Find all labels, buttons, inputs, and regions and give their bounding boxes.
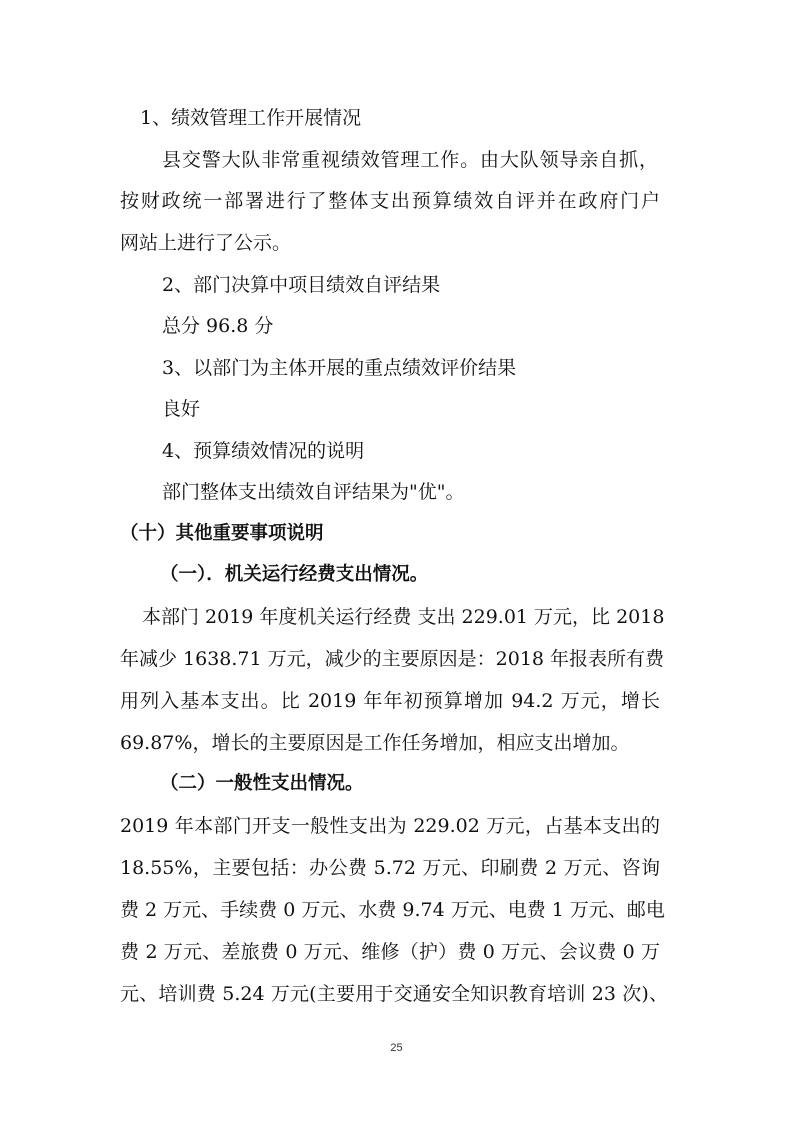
general-expense-line-2: 18.55%，主要包括：办公费 5.72 万元、印刷费 2 万元、咨询 xyxy=(120,857,660,879)
section1-paragraph-line-1: 县交警大队非常重视绩效管理工作。由大队领导亲自抓， xyxy=(162,149,658,171)
machine-operation-line-4: 69.87%，增长的主要原因是工作任务增加，相应支出增加。 xyxy=(120,732,630,754)
section1-paragraph-line-2: 按财政统一部署进行了整体支出预算绩效自评并在政府门户 xyxy=(120,190,660,212)
section4-value: 部门整体支出绩效自评结果为"优"。 xyxy=(162,481,465,503)
general-expense-line-1: 2019 年本部门开支一般性支出为 229.02 万元，占基本支出的 xyxy=(120,815,660,837)
machine-operation-line-3: 用列入基本支出。比 2019 年年初预算增加 94.2 万元，增长 xyxy=(120,690,660,712)
section1-heading: 1、绩效管理工作开展情况 xyxy=(140,107,362,129)
general-expense-heading: （二）一般性支出情况。 xyxy=(160,773,364,794)
section1-paragraph-line-3: 网站上进行了公示。 xyxy=(120,232,292,254)
machine-operation-line-1: 本部门 2019 年度机关运行经费 支出 229.01 万元，比 2018 xyxy=(142,606,665,628)
general-expense-line-4: 费 2 万元、差旅费 0 万元、维修（护）费 0 万元、会议费 0 万 xyxy=(120,941,660,963)
section4-heading: 4、预算绩效情况的说明 xyxy=(162,440,365,462)
machine-operation-line-2: 年减少 1638.71 万元，减少的主要原因是：2018 年报表所有费 xyxy=(120,648,665,670)
machine-operation-heading: （一）．机关运行经费支出情况。 xyxy=(160,564,429,585)
part10-heading: （十）其他重要事项说明 xyxy=(120,523,324,544)
section2-heading: 2、部门决算中项目绩效自评结果 xyxy=(162,274,441,296)
section3-heading: 3、以部门为主体开展的重点绩效评价结果 xyxy=(162,357,517,379)
general-expense-line-5: 元、培训费 5.24 万元(主要用于交通安全知识教育培训 23 次)、 xyxy=(120,983,668,1005)
page-number: 25 xyxy=(390,1042,403,1054)
section2-value: 总分 96.8 分 xyxy=(162,315,274,337)
general-expense-line-3: 费 2 万元、手续费 0 万元、水费 9.74 万元、电费 1 万元、邮电 xyxy=(120,899,665,921)
section3-value: 良好 xyxy=(162,398,201,420)
